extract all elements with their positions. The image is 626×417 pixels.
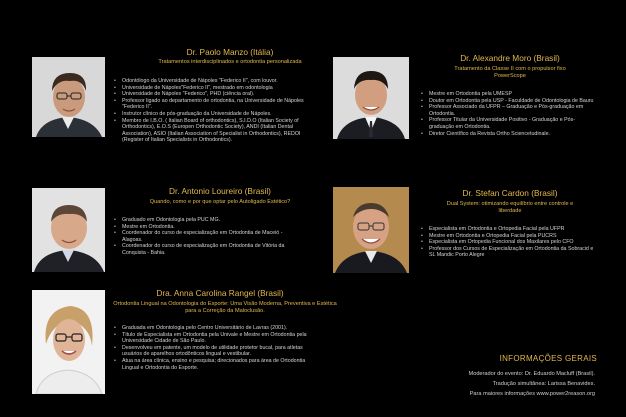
speaker-photo-paolo-manzo [32, 57, 105, 137]
bio-item: • Membro de I.B.O. ( Italian Board of orthodontics), S.I.D.O (Italian Society of Orthodontics), E.O.S (Europen Orthodontic Society), ANDI (Italian Dental Association), ASIO (Italian Association of Specialist in Orthodontics), REDOI (Register of Italian Specialists in Orthodontics). [113, 118, 313, 144]
moderator-text: Moderador do evento: Dr. Eduardo Macluff (Brasil). [468, 371, 595, 377]
speaker-photo-alexandre-moro [333, 57, 409, 139]
bio-item: • Diretor Científico da Revista Ortho Sciencetudinale. [420, 131, 595, 138]
portrait-image [32, 57, 105, 137]
bio-item: • Título de Especialista em Ortodontia pela Univale e Mestre em Ortodontia pela Universidade Cidade de São Paulo. [113, 332, 308, 345]
bio-item: • Mestre em Ortodontia. [113, 224, 303, 231]
bio-item: • Odontólogo da Universidade de Nápoles "Federico II", com louvor. [113, 78, 313, 85]
speaker-name: Dr. Paolo Manzo (Itália) [186, 47, 274, 57]
bio-item: • Graduada em Odontologia pelo Centro Universitário de Lavras (2001). [113, 325, 308, 332]
speaker-talk-title: Tratamento da Classe II com o propulsor fixo PowerScope [454, 66, 566, 80]
bio-item: • Atua na área clínica, ensino e pesquisa; direcionados para área de Ortodontia Lingual e Ortodontia do Esporte. [113, 358, 308, 371]
bio-item: • Professor ligado ao departamento de ortodontia, na Universidade de Nápoles "Federico II". [113, 98, 313, 111]
portrait-image [32, 290, 105, 394]
speaker-talk-title: Tratamentos interdisciplinados e ortodontia personalizada [158, 59, 302, 65]
speaker-talk-title: Quando, como e por que optar pelo Autoligado Estético? [149, 199, 291, 205]
portrait-image [333, 57, 409, 139]
bio-item: • Graduado em Odontologia pela PUC MG. [113, 217, 303, 224]
speaker-talk-title: Dual System: otimizando equilíbrio entre controle e liberdade [446, 201, 574, 215]
bio-item: • Especialista em Ortopedia Funcional dos Maxilares pelo CFO [420, 239, 600, 246]
speaker-photo-stefan-cardon [333, 187, 409, 273]
bio-item: • Mestre em Ortodontia e Ortopedia Facial pela PUCRS [420, 233, 600, 240]
speaker-photo-anna-carolina-rangel [32, 290, 105, 394]
more-info-text: Para maiores informações www.power2reason.org [469, 391, 595, 397]
bio-item: • Coordenador do curso de especialização em Ortodontia de Maceió - Alagoas. [113, 230, 303, 243]
bio-item: • Doutor em Ortodontia pela USP - Faculdade de Odontologia de Bauru [420, 98, 595, 105]
speaker-name: Dr. Stefan Cardon (Brasil) [462, 188, 558, 198]
speaker-bio-list [113, 325, 308, 371]
bio-item: • Universidade de Nápoles "Federico", PHD (ciência oral). [113, 91, 313, 98]
bio-item: • Mestre em Ortodontia pela UMESP [420, 91, 595, 98]
general-info-title: INFORMAÇÕES GERAIS [499, 354, 597, 363]
bio-item: • Especialista em Ortodontia e Ortopedia Facial pela UFPR [420, 226, 600, 233]
bio-item: • Desenvolveu em patente, um modelo de utilidade protetor bucal, para atletas usuários de aparelhos ortodônticos lingual e vestibular. [113, 345, 308, 358]
speaker-photo-antonio-loureiro [32, 188, 105, 272]
bio-item: • Professor Titular da Universidade Positivo - Graduação e Pós-graduação em Ortodontia. [420, 117, 595, 130]
bio-item: • Coordenador do curso de especialização em Ortodontia de Vitória da Conquista - Bahia. [113, 243, 303, 256]
speaker-name: Dr. Alexandre Moro (Brasil) [460, 53, 560, 63]
bio-item: • Professor Associado da UFPR – Graduação e Pós-graduação em Ortodontia. [420, 104, 595, 117]
speaker-bio-list [420, 91, 595, 137]
speaker-bio-list [113, 217, 303, 257]
portrait-image [32, 188, 105, 272]
speaker-name: Dr. Antonio Loureiro (Brasil) [169, 186, 271, 196]
speaker-talk-title: Ortodontia Lingual na Odontologia do Esporte: Uma Visão Moderna, Preventiva e Estética para a Correção da Maloclusão. [113, 301, 337, 315]
speaker-bio-list [420, 226, 600, 259]
bio-item: • Professor dos Cursos de Especialização em Ortodontia da Sobracid e SL Mandic Porto Alegre [420, 246, 600, 259]
bio-item: • Universidade de Nápoles"Federico II", mestrado em odontologia [113, 85, 313, 92]
portrait-image [333, 187, 409, 273]
translation-text: Tradução simultânea: Larissa Benavides. [492, 381, 595, 387]
speaker-bio-list [113, 78, 313, 144]
speaker-name: Dra. Anna Carolina Rangel (Brasil) [156, 288, 284, 298]
bio-item: • Instrutor clínico de pós-graduação da Universidade de Nápoles. [113, 111, 313, 118]
